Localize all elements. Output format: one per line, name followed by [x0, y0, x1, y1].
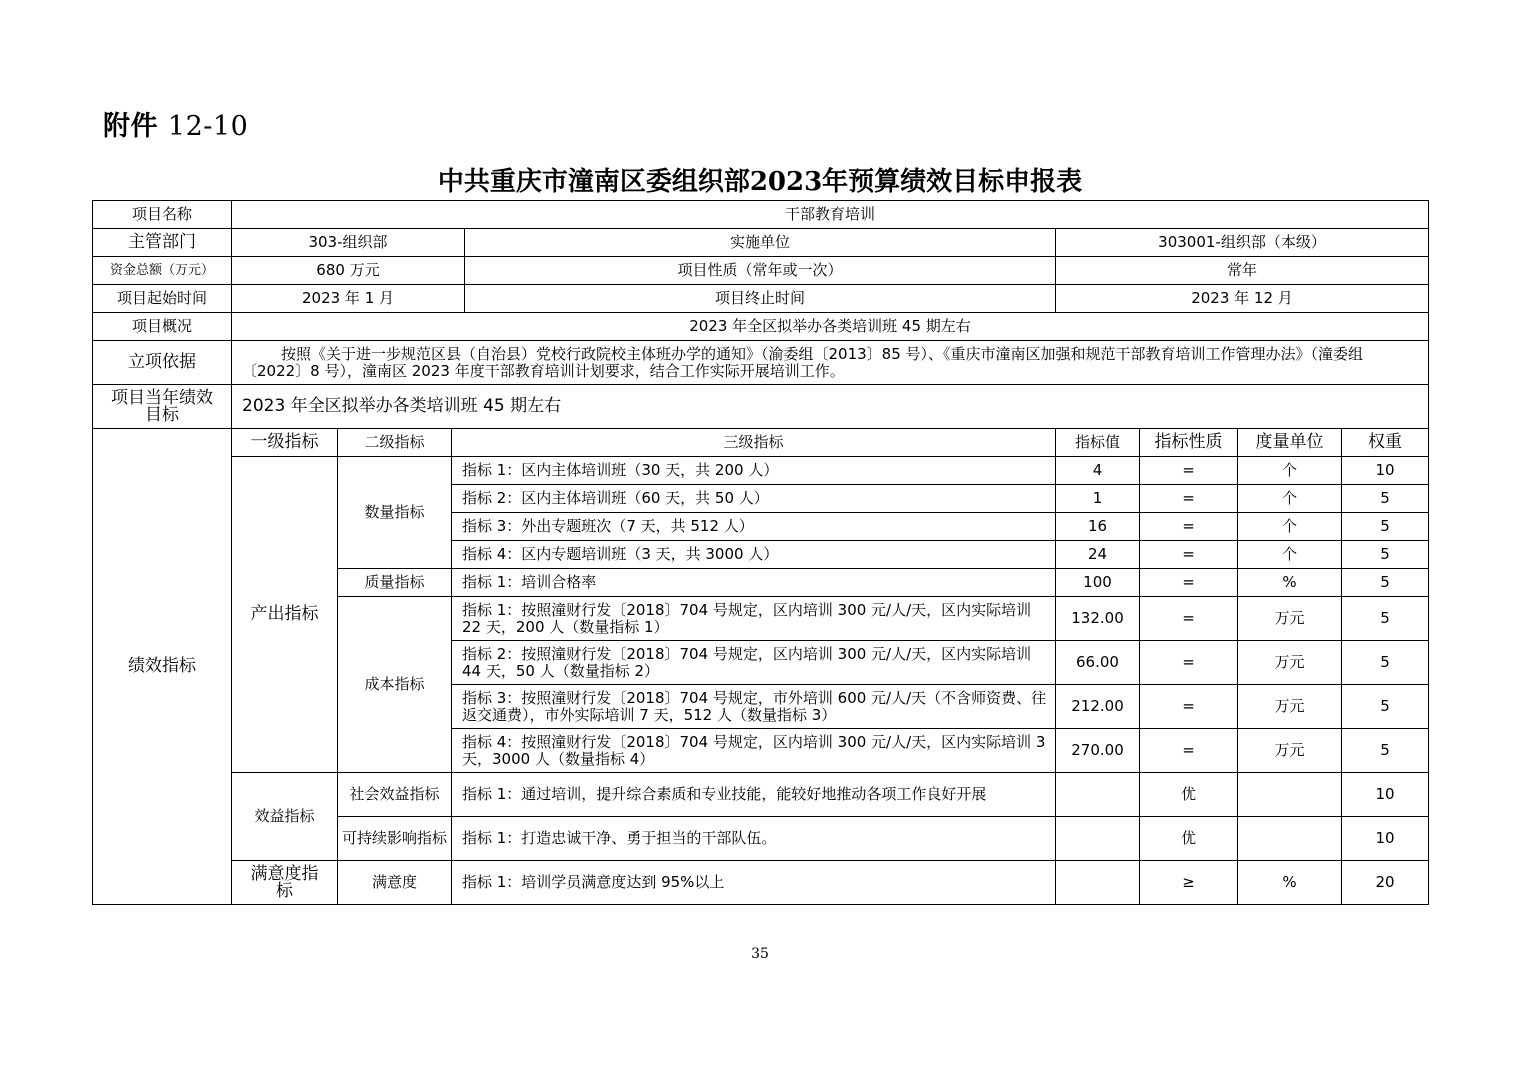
indicator-text: 指标 3：按照潼财行发〔2018〕704 号规定，市外培训 600 元/人/天（不含师资费、往返交通费），市外实际培训 7 天，512 人（数量指标 3） [452, 685, 1056, 729]
dept-label: 主管部门 [93, 229, 232, 257]
indicator-nature: = [1140, 485, 1238, 513]
table-row [93, 773, 1429, 817]
indicator-nature: = [1140, 641, 1238, 685]
indicator-weight: 5 [1342, 513, 1429, 541]
indicator-header-row [93, 429, 1429, 457]
row-goal [93, 385, 1429, 429]
l1-output: 产出指标 [232, 457, 338, 773]
indicator-text: 指标 2：区内主体培训班（60 天，共 50 人） [452, 485, 1056, 513]
header-unit: 度量单位 [1238, 429, 1342, 457]
indicator-weight: 5 [1342, 597, 1429, 641]
goal-label: 项目当年绩效目标 [93, 385, 232, 429]
impl-label: 实施单位 [465, 229, 1056, 257]
indicator-unit: 个 [1238, 457, 1342, 485]
page-title: 中共重庆市潼南区委组织部2023年预算绩效目标申报表 [437, 167, 1083, 197]
indicator-unit: 万元 [1238, 685, 1342, 729]
indicator-unit: 万元 [1238, 729, 1342, 773]
row-fund [93, 257, 1429, 285]
attachment-number: 12-10 [167, 111, 249, 142]
indicator-unit: % [1238, 569, 1342, 597]
indicator-nature: ≥ [1140, 861, 1238, 905]
indicator-unit: 个 [1238, 541, 1342, 569]
start-label: 项目起始时间 [93, 285, 232, 313]
indicator-value: 1 [1056, 485, 1140, 513]
indicator-nature: = [1140, 569, 1238, 597]
indicator-weight: 10 [1342, 457, 1429, 485]
basis-value: 按照《关于进一步规范区县（自治县）党校行政院校主体班办学的通知》（渝委组〔2013〕85 号）、《重庆市潼南区加强和规范干部教育培训工作管理办法》（潼委组〔2022〕8 号），潼南区 2023 年度干部教育培训计划要求，结合工作实际开展培训工作。 [232, 341, 1429, 385]
impl-value: 303001-组织部（本级） [1056, 229, 1429, 257]
indicator-weight: 10 [1342, 773, 1429, 817]
indicator-value: 100 [1056, 569, 1140, 597]
indicator-nature: 优 [1140, 773, 1238, 817]
indicator-unit: 个 [1238, 513, 1342, 541]
attachment-prefix: 附件 [103, 111, 158, 142]
indicator-weight: 10 [1342, 817, 1429, 861]
l2-social: 社会效益指标 [338, 773, 452, 817]
budget-performance-table [92, 200, 1429, 905]
indicator-value: 270.00 [1056, 729, 1140, 773]
indicator-text: 指标 4：按照潼财行发〔2018〕704 号规定，区内培训 300 元/人/天，区内实际培训 3 天，3000 人（数量指标 4） [452, 729, 1056, 773]
l2-cost: 成本指标 [338, 597, 452, 773]
indicator-text: 指标 3：外出专题班次（7 天，共 512 人） [452, 513, 1056, 541]
basis-label: 立项依据 [93, 341, 232, 385]
fund-value: 680 万元 [232, 257, 465, 285]
indicator-value [1056, 861, 1140, 905]
table-row [93, 861, 1429, 905]
perf-section-label: 绩效指标 [93, 429, 232, 905]
indicator-unit [1238, 817, 1342, 861]
indicator-weight: 5 [1342, 729, 1429, 773]
overview-value: 2023 年全区拟举办各类培训班 45 期左右 [232, 313, 1429, 341]
indicator-unit: 万元 [1238, 597, 1342, 641]
row-overview [93, 313, 1429, 341]
indicator-value [1056, 817, 1140, 861]
goal-value: 2023 年全区拟举办各类培训班 45 期左右 [232, 385, 1429, 429]
indicator-nature: = [1140, 457, 1238, 485]
indicator-nature: = [1140, 541, 1238, 569]
l2-quantity: 数量指标 [338, 457, 452, 569]
header-level2: 二级指标 [338, 429, 452, 457]
indicator-value: 24 [1056, 541, 1140, 569]
indicator-text: 指标 1：通过培训，提升综合素质和专业技能，能较好地推动各项工作良好开展 [452, 773, 1056, 817]
header-level1: 一级指标 [232, 429, 338, 457]
indicator-weight: 5 [1342, 541, 1429, 569]
indicator-unit: 个 [1238, 485, 1342, 513]
row-department [93, 229, 1429, 257]
indicator-weight: 5 [1342, 685, 1429, 729]
indicator-nature: = [1140, 513, 1238, 541]
indicator-text: 指标 2：按照潼财行发〔2018〕704 号规定，区内培训 300 元/人/天，区内实际培训 44 天，50 人（数量指标 2） [452, 641, 1056, 685]
indicator-value [1056, 773, 1140, 817]
row-period [93, 285, 1429, 313]
l2-satisfaction: 满意度 [338, 861, 452, 905]
indicator-weight: 5 [1342, 641, 1429, 685]
indicator-nature: = [1140, 685, 1238, 729]
indicator-text: 指标 1：按照潼财行发〔2018〕704 号规定，区内培训 300 元/人/天，区内实际培训 22 天，200 人（数量指标 1） [452, 597, 1056, 641]
indicator-weight: 20 [1342, 861, 1429, 905]
indicator-unit [1238, 773, 1342, 817]
table-row [93, 457, 1429, 485]
attachment-label [103, 104, 248, 143]
nature-value: 常年 [1056, 257, 1429, 285]
indicator-unit: % [1238, 861, 1342, 905]
row-basis [93, 341, 1429, 385]
fund-label: 资金总额（万元） [93, 257, 232, 285]
indicator-value: 66.00 [1056, 641, 1140, 685]
indicator-text: 指标 4：区内专题培训班（3 天，共 3000 人） [452, 541, 1056, 569]
end-label: 项目终止时间 [465, 285, 1056, 313]
indicator-weight: 5 [1342, 485, 1429, 513]
header-nature: 指标性质 [1140, 429, 1238, 457]
header-weight: 权重 [1342, 429, 1429, 457]
l2-quality: 质量指标 [338, 569, 452, 597]
page-number: 35 [751, 946, 769, 962]
indicator-text: 指标 1：培训合格率 [452, 569, 1056, 597]
indicator-value: 212.00 [1056, 685, 1140, 729]
indicator-nature: = [1140, 597, 1238, 641]
indicator-nature: = [1140, 729, 1238, 773]
end-value: 2023 年 12 月 [1056, 285, 1429, 313]
indicator-unit: 万元 [1238, 641, 1342, 685]
nature-label: 项目性质（常年或一次） [465, 257, 1056, 285]
indicator-text: 指标 1：区内主体培训班（30 天，共 200 人） [452, 457, 1056, 485]
dept-value: 303-组织部 [232, 229, 465, 257]
start-value: 2023 年 1 月 [232, 285, 465, 313]
header-level3: 三级指标 [452, 429, 1056, 457]
indicator-value: 132.00 [1056, 597, 1140, 641]
indicator-value: 4 [1056, 457, 1140, 485]
row-project-name [93, 201, 1429, 229]
indicator-nature: 优 [1140, 817, 1238, 861]
indicator-text: 指标 1：培训学员满意度达到 95%以上 [452, 861, 1056, 905]
project-name-label: 项目名称 [93, 201, 232, 229]
project-name-value: 干部教育培训 [232, 201, 1429, 229]
indicator-weight: 5 [1342, 569, 1429, 597]
l1-benefit: 效益指标 [232, 773, 338, 861]
l1-satisfaction: 满意度指标 [232, 861, 338, 905]
l2-sustain: 可持续影响指标 [338, 817, 452, 861]
indicator-value: 16 [1056, 513, 1140, 541]
indicator-text: 指标 1：打造忠诚干净、勇于担当的干部队伍。 [452, 817, 1056, 861]
header-value: 指标值 [1056, 429, 1140, 457]
overview-label: 项目概况 [93, 313, 232, 341]
